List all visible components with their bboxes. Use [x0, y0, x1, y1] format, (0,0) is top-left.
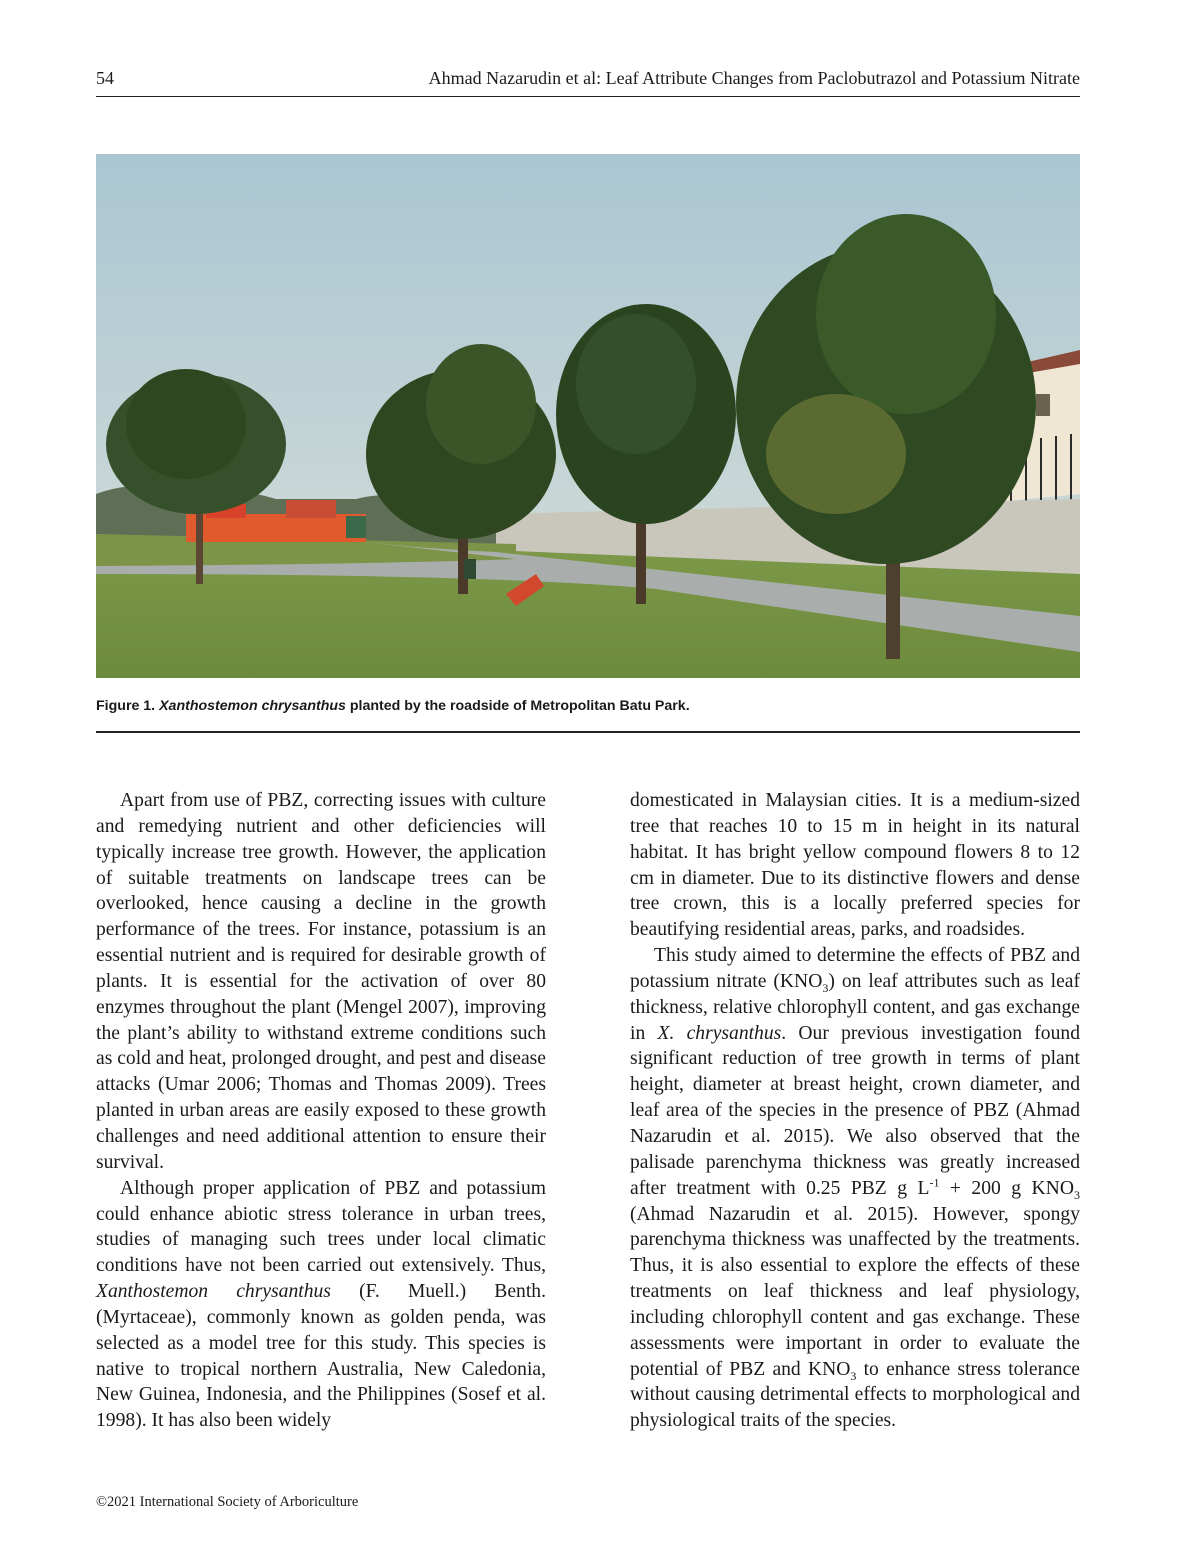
- species-name: Xanthostemon chrysanthus: [96, 1281, 331, 1303]
- running-title: Ahmad Nazarudin et al: Leaf Attribute Changes from Paclobutrazol and Potassium Nitrate: [428, 68, 1080, 88]
- page-number: 54: [96, 68, 114, 88]
- running-header: [96, 64, 1080, 97]
- figure-caption-text: planted by the roadside of Metropolitan Batu Park.: [345, 698, 690, 714]
- paragraph: This study aimed to determine the effects of PBZ and potassium nitrate $(KNO_3)$ on leaf attributes such as leaf thickness, relative chlorophyll content, and gas exchange in X. chrysanthus. Our previous investigation found significant reduction of tree growth in terms of plant height, diameter at breast height, crown diameter, and leaf area of the species in the presence of PBZ (Ahmad Nazarudin et al. 2015). We also observed that the palisade parenchyma thickness was greatly increased after treatment with 0.25 PBZ g $L^{-1} + 200$ g $KNO_3$ (Ahmad Nazarudin et al. 2015). However, spongy parenchyma thickness was unaffected by the treatments. Thus, it is also essential to explore the effects of these treatments on leaf thickness and leaf physiology, including chlorophyll content and gas exchange. These assessments were important in order to evaluate the potential of PBZ and $KNO_3$ to enhance stress tolerance without causing detrimental effects to morphological and physiological traits of the species.: [630, 945, 1080, 1432]
- paragraph: domesticated in Malaysian cities. It is a medium-sized tree that reaches 10 to 15 m in height in its natural habitat. It has bright yellow compound flowers 8 to 12 cm in diameter. Due to its distinctive flowers and dense tree crown, this is a locally preferred species for beautifying residential areas, parks, and roadsides.: [630, 790, 1080, 941]
- figure-caption: [96, 698, 1080, 714]
- paragraph: Although proper application of PBZ and potassium could enhance abiotic stress tolerance in urban trees, studies of managing such trees under local climatic conditions have not been carried out extensively. Thus, Xanthostemon chrysanthus (F. Muell.) Benth. (Myrtaceae), commonly known as golden penda, was selected as a model tree for this study. This species is native to tropical northern Australia, New Caledonia, New Guinea, Indonesia, and the Philippines (Sosef et al. 1998). It has also been widely: [96, 1177, 546, 1432]
- paragraph: Apart from use of PBZ, correcting issues with culture and remedying nutrient and other deficiencies will typically increase tree growth. However, the application of suitable treatments on landscape trees can be overlooked, hence causing a decline in the growth performance of the trees. For instance, potassium is an essential nutrient and is required for desirable growth of plants. It is essential for the activation of over 80 enzymes throughout the plant (Mengel 2007), improving the plant’s ability to withstand extreme conditions such as cold and heat, prolonged drought, and pest and disease attacks (Umar 2006; Thomas and Thomas 2009). Trees planted in urban areas are easily exposed to these growth challenges and need additional attention to ensure their survival.: [96, 790, 546, 1173]
- figure-photo: [96, 154, 1080, 678]
- right-column: [630, 788, 1080, 1434]
- figure-caption-species: Xanthostemon chrysanthus: [159, 698, 346, 714]
- footer-copyright: ©2021 International Society of Arboriculture: [96, 1494, 359, 1510]
- left-column: [96, 788, 546, 1434]
- species-name: X. chrysanthus: [657, 1022, 782, 1044]
- figure-label: Figure 1.: [96, 698, 156, 714]
- caption-divider: [96, 731, 1080, 733]
